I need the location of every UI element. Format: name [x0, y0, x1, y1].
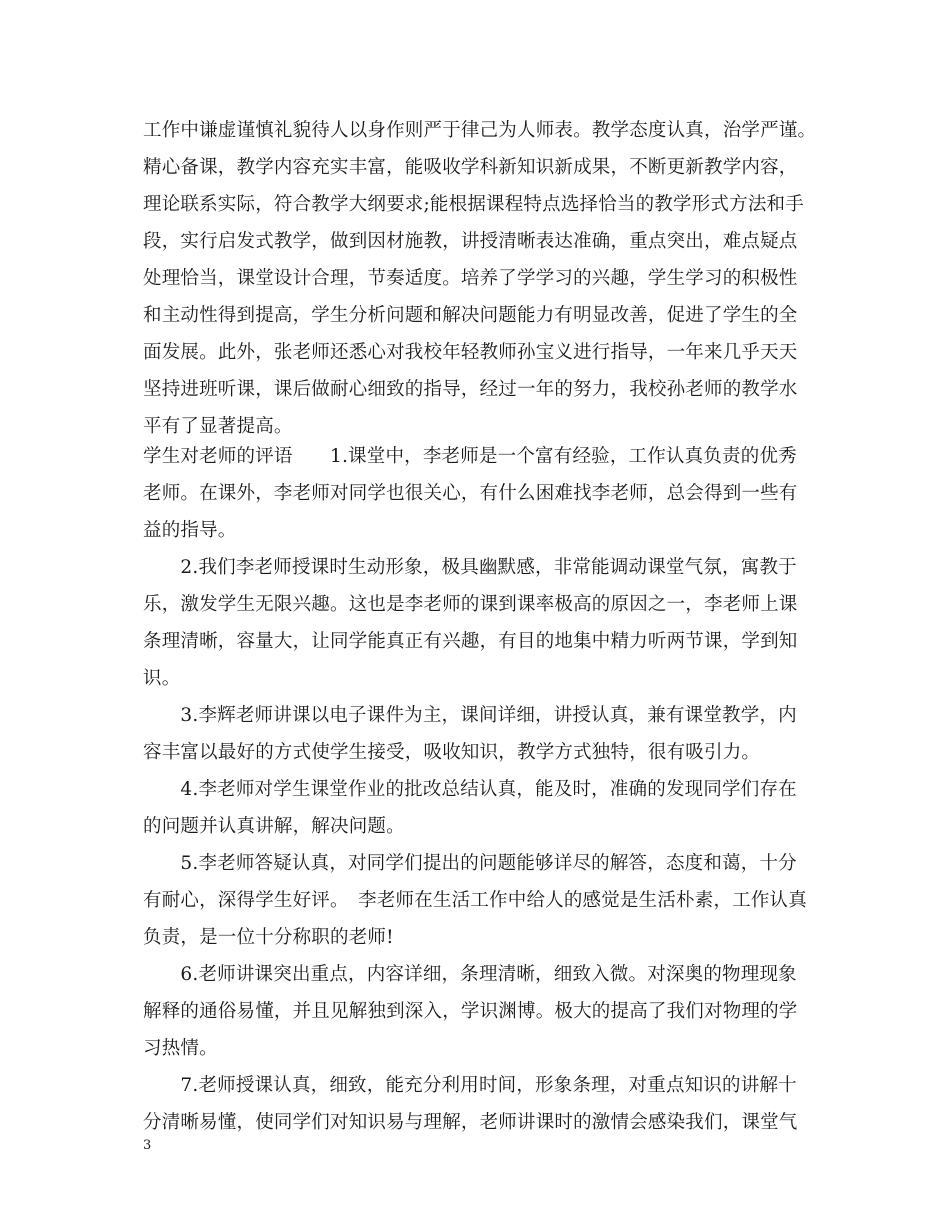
- text-line: 解释的通俗易懂，并且见解独到深入，学识渊博。极大的提高了我们对物理的学: [143, 1001, 798, 1022]
- text-line: 有耐心，深得学生好评。 李老师在生活工作中给人的感觉是生活朴素，工作认真: [143, 890, 807, 911]
- text-line: 习热情。: [143, 1038, 218, 1059]
- text-line: 条理清晰，容量大，让同学能真正有兴趣，有目的地集中精力听两节课，学到知: [143, 631, 798, 652]
- text-line: 容丰富以最好的方式使学生接受，吸收知识，教学方式独特，很有吸引力。: [143, 742, 761, 763]
- text-line: 精心备课，教学内容充实丰富，能吸收学科新知识新成果，不断更新教学内容，: [143, 157, 798, 178]
- text-line: 7.老师授课认真，细致，能充分利用时间，形象条理，对重点知识的讲解十: [143, 1075, 797, 1096]
- text-line: 坚持进班听课，课后做耐心细致的指导，经过一年的努力，我校孙老师的教学水: [143, 379, 798, 400]
- text-line: 理论联系实际，符合教学大纲要求;能根据课程特点选择恰当的教学形式方法和手: [143, 194, 804, 215]
- text-line: 平有了显著提高。: [143, 416, 293, 437]
- text-line: 工作中谦虚谨慎礼貌待人以身作则严于律己为人师表。教学态度认真，治学严谨。: [143, 120, 817, 141]
- text-line: 5.李老师答疑认真，对同学们提出的问题能够详尽的解答，态度和蔼，十分: [143, 853, 797, 874]
- text-line: 4.李老师对学生课堂作业的批改总结认真，能及时，准确的发现同学们存在: [143, 779, 797, 800]
- page-number: 3: [143, 1138, 152, 1153]
- text-line: 段，实行启发式教学，做到因材施教，讲授清晰表达准确，重点突出，难点疑点: [143, 231, 798, 252]
- text-line: 乐，激发学生无限兴趣。这也是李老师的课到课率极高的原因之一，李老师上课: [143, 594, 798, 615]
- text-line: 面发展。此外，张老师还悉心对我校年轻教师孙宝义进行指导，一年来几乎天天: [143, 342, 798, 363]
- text-line: 老师。在课外，李老师对同学也很关心，有什么困难找李老师，总会得到一些有: [143, 483, 798, 504]
- text-line: 3.李辉老师讲课以电子课件为主，课间详细，讲授认真，兼有课堂教学，内: [143, 705, 797, 726]
- text-line: 的问题并认真讲解，解决问题。: [143, 816, 405, 837]
- text-line: 和主动性得到提高，学生分析问题和解决问题能力有明显改善，促进了学生的全: [143, 305, 798, 326]
- text-line: 益的指导。: [143, 520, 237, 541]
- text-line: 负责，是一位十分称职的老师!: [143, 927, 394, 948]
- text-line: 2.我们李老师授课时生动形象，极具幽默感，非常能调动课堂气氛，寓教于: [143, 557, 797, 578]
- text-line: 6.老师讲课突出重点，内容详细，条理清晰，细致入微。对深奥的物理现象: [143, 964, 797, 985]
- text-line: 分清晰易懂，使同学们对知识易与理解，老师讲课时的激情会感染我们，课堂气: [143, 1112, 798, 1133]
- section-heading-line: 学生对老师的评语 1.课堂中，李老师是一个富有经验，工作认真负责的优秀: [143, 446, 797, 467]
- text-line: 识。: [143, 668, 181, 689]
- text-line: 处理恰当，课堂设计合理，节奏适度。培养了学学习的兴趣，学生学习的积极性: [143, 268, 798, 289]
